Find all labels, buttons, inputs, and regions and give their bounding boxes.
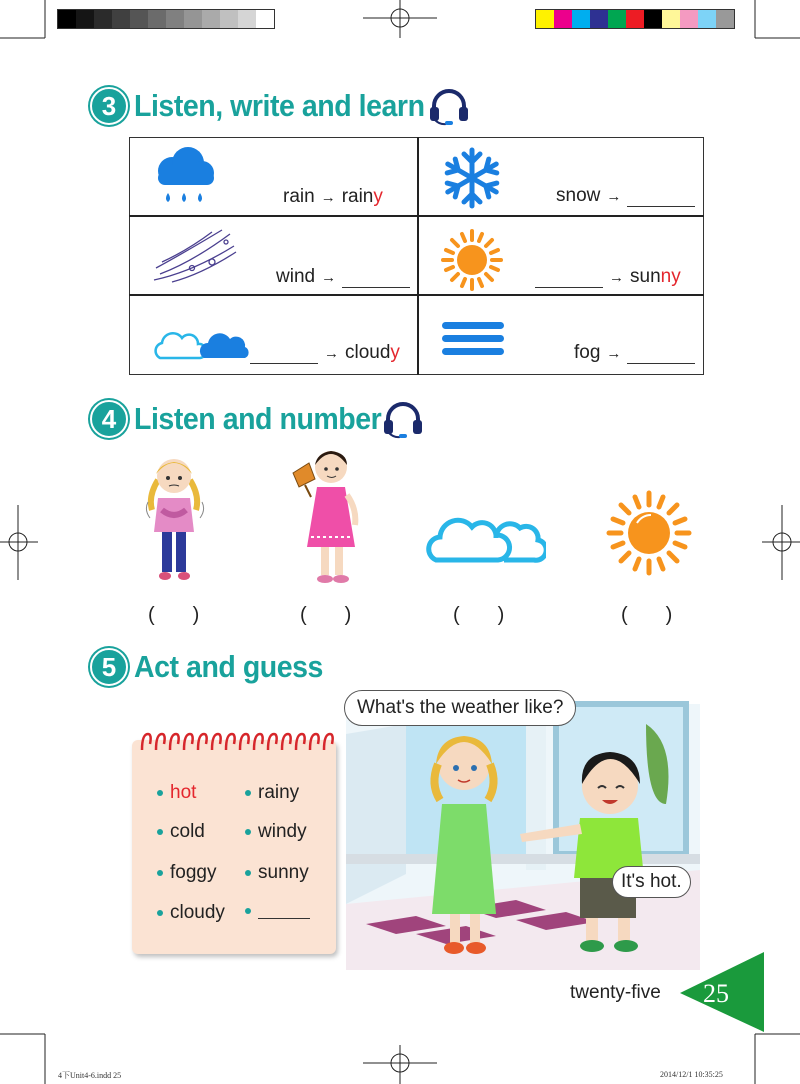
arrow: → [609, 269, 624, 286]
arrow: → [606, 345, 622, 362]
number-blank-3[interactable]: ( ) [453, 604, 505, 626]
answer-blank[interactable] [250, 345, 318, 364]
fog-row [574, 342, 695, 364]
section-3-heading [90, 87, 450, 125]
result-sunny-base: sun [630, 266, 661, 287]
snow-row [556, 185, 695, 207]
print-file-info: 4下Unit4-6.indd 25 [58, 1071, 122, 1080]
rain-cloud-icon [152, 145, 218, 209]
wind-icon [152, 222, 242, 288]
notebook-item-cold: cold [157, 821, 205, 843]
notebook-item-windy: windy [245, 821, 307, 843]
result-rainy-suffix: y [373, 186, 383, 207]
notebook-item-rainy: rainy [245, 782, 299, 804]
section-number-badge: 4 [90, 400, 128, 438]
section-title: Listen and number [134, 401, 382, 436]
number-blank-1[interactable]: ( ) [148, 604, 200, 626]
section-number-badge: 5 [90, 648, 128, 686]
result-cloudy-suffix: y [390, 342, 400, 363]
cloud-icon [154, 328, 252, 362]
answer-blank[interactable] [342, 269, 410, 288]
notebook-item-hot: hot [157, 782, 196, 804]
cloudy-row [250, 342, 400, 364]
cloud-icon [426, 500, 546, 566]
notebook-item-blank[interactable] [245, 902, 310, 919]
word-snow: snow [556, 185, 601, 206]
word-fog: fog [574, 342, 601, 363]
sun-icon [440, 228, 504, 292]
speech-bubble-answer: It's hot. [612, 866, 691, 898]
snowflake-icon [440, 146, 504, 210]
arrow: → [320, 189, 336, 206]
cold-girl-illustration [140, 452, 210, 592]
result-rainy-base: rain [341, 186, 374, 207]
sun-icon [606, 490, 692, 576]
number-blank-2[interactable]: ( ) [300, 604, 352, 626]
section-title: Listen, write and learn [134, 88, 425, 123]
arrow: → [321, 269, 337, 286]
hot-girl-illustration [285, 445, 365, 590]
speech-bubble-question: What's the weather like? [344, 690, 576, 726]
page-word: twenty-five [570, 982, 661, 1003]
result-cloudy-base: cloud [345, 342, 391, 363]
fog-icon [440, 320, 506, 358]
result-sunny-suffix: ny [660, 266, 681, 287]
notebook-spiral [136, 728, 336, 754]
answer-blank[interactable] [535, 269, 603, 288]
section-title: Act and guess [134, 649, 323, 684]
answer-blank[interactable] [627, 345, 695, 364]
print-date-info: 2014/12/1 10:35:25 [660, 1070, 723, 1079]
wind-row [276, 266, 410, 288]
notebook-item-foggy: foggy [157, 862, 216, 884]
notebook-item-sunny: sunny [245, 862, 309, 884]
word-rain: rain [283, 186, 315, 207]
arrow: → [606, 188, 622, 205]
rain-row [283, 186, 383, 208]
notebook-item-cloudy: cloudy [157, 902, 225, 924]
headphones-icon [382, 400, 424, 440]
answer-blank[interactable] [627, 188, 695, 207]
page-number: 25 [703, 979, 729, 1008]
room-scene-illustration [346, 694, 700, 970]
sunny-row [535, 266, 681, 288]
section-number-badge: 3 [90, 87, 128, 125]
section-4-heading [90, 400, 403, 438]
word-wind: wind [276, 266, 316, 287]
arrow: → [324, 345, 339, 362]
headphones-icon [428, 87, 470, 127]
section-5-heading [90, 648, 339, 686]
number-blank-4[interactable]: ( ) [621, 604, 673, 626]
